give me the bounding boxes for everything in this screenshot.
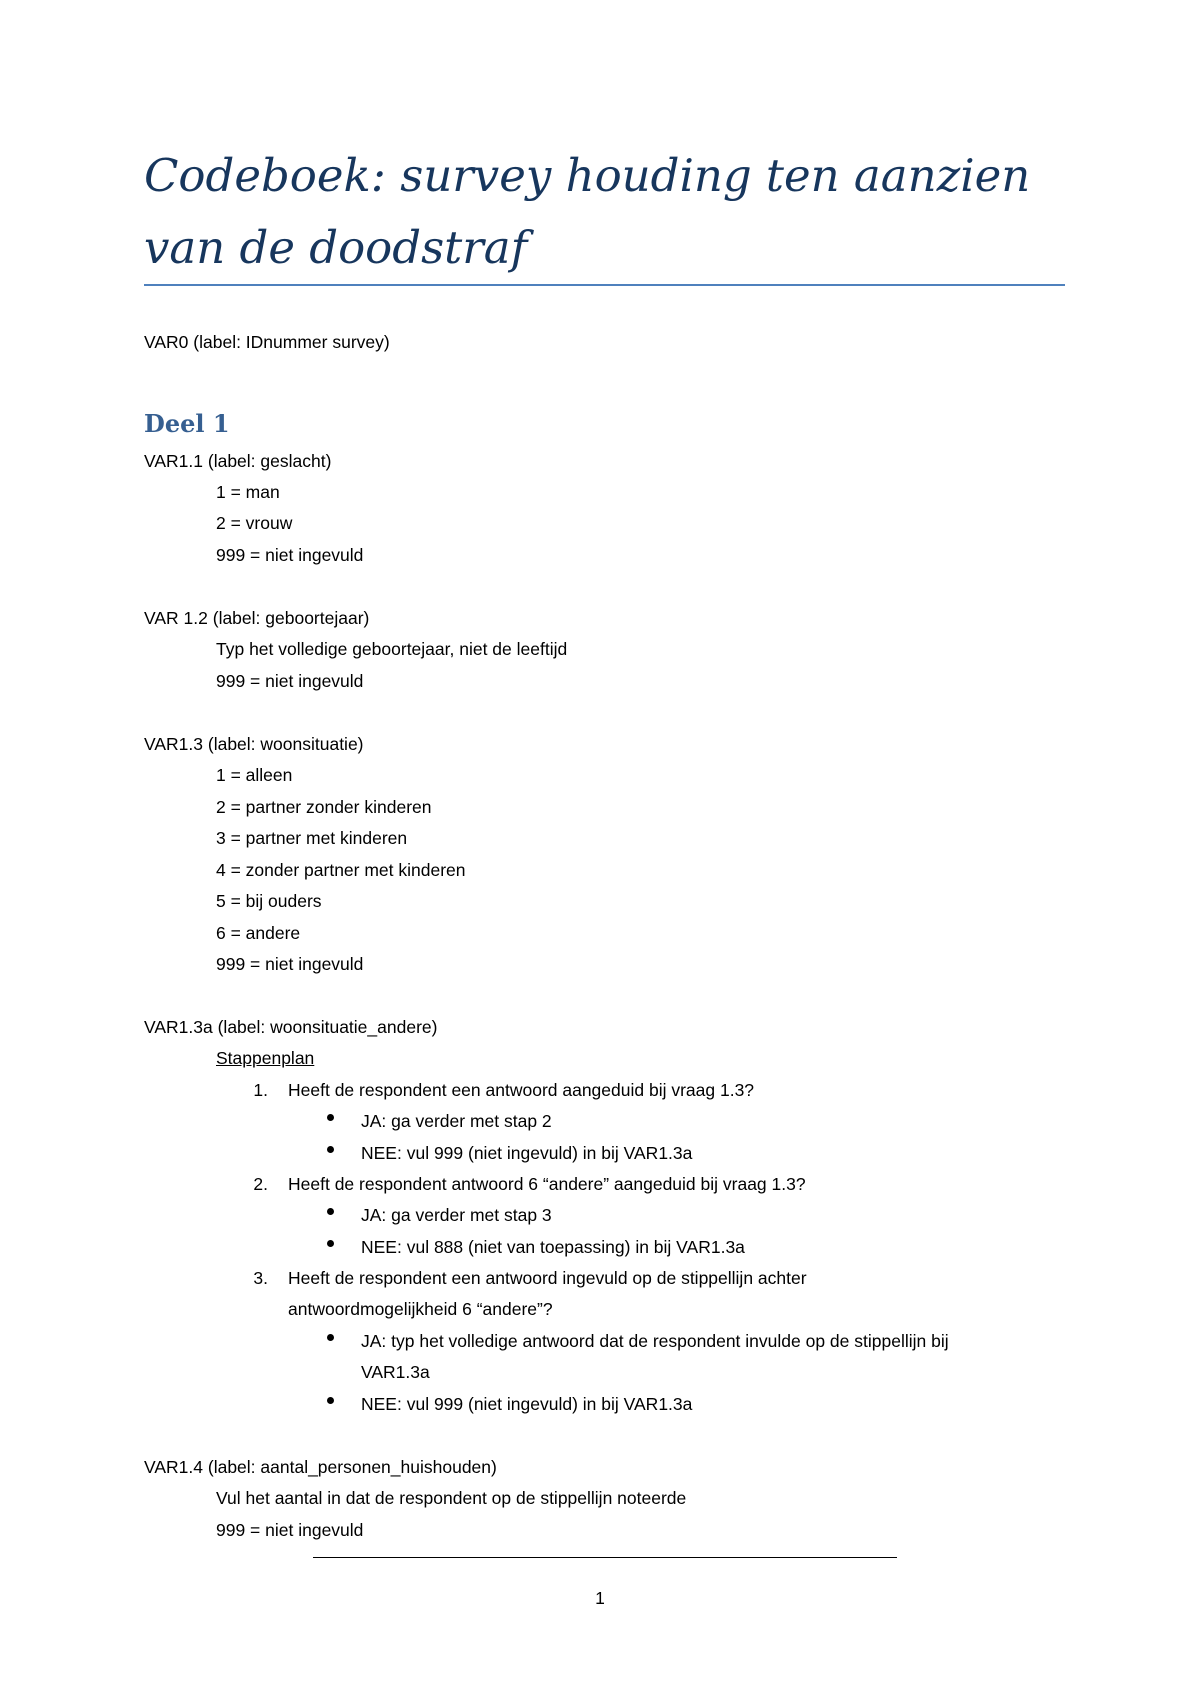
var1-3-header: VAR1.3 (label: woonsituatie): [144, 734, 364, 754]
bullet-text: NEE: vul 999 (niet ingevuld) in bij VAR1.3a: [361, 1394, 693, 1414]
var1-4-line: 999 = niet ingevuld: [216, 1520, 364, 1540]
bullet-dot: [327, 1334, 334, 1341]
var1-4-line: Vul het aantal in dat de respondent op de stippellijn noteerde: [216, 1488, 687, 1508]
bullet-dot: [327, 1208, 334, 1215]
var1-3-code: 3 = partner met kinderen: [216, 828, 408, 848]
var1-3-code: 2 = partner zonder kinderen: [216, 797, 432, 817]
step-text: antwoordmogelijkheid 6 “andere”?: [288, 1299, 553, 1319]
bullet-text: VAR1.3a: [361, 1362, 430, 1382]
stappenplan-heading: Stappenplan: [216, 1048, 315, 1068]
title-line-2: van de doodstraf: [144, 221, 528, 274]
bullet-dot: [327, 1240, 334, 1247]
bullet-text: JA: ga verder met stap 2: [361, 1111, 552, 1131]
bullet-text: NEE: vul 999 (niet ingevuld) in bij VAR1.3a: [361, 1143, 693, 1163]
bullet-dot: [327, 1114, 334, 1121]
var1-3-code: 1 = alleen: [216, 765, 293, 785]
var1-4-header: VAR1.4 (label: aantal_personen_huishouden): [144, 1457, 497, 1477]
document-title: [144, 140, 1064, 284]
footer-rule: [313, 1557, 897, 1558]
step-text: Heeft de respondent een antwoord ingevuld op de stippellijn achter: [288, 1268, 807, 1288]
var1-3-code: 4 = zonder partner met kinderen: [216, 860, 466, 880]
page-number: 1: [595, 1588, 605, 1608]
title-line-1: Codeboek: survey houding ten aanzien: [144, 149, 1031, 202]
section-heading: Deel 1: [144, 409, 230, 438]
var1-2-header: VAR 1.2 (label: geboortejaar): [144, 608, 370, 628]
bullet-text: JA: typ het volledige antwoord dat de respondent invulde op de stippellijn bij: [361, 1331, 949, 1351]
var1-3a-header: VAR1.3a (label: woonsituatie_andere): [144, 1017, 438, 1037]
step-number: 2.: [253, 1174, 268, 1194]
var1-3-code: 999 = niet ingevuld: [216, 954, 364, 974]
step-number: 1.: [253, 1080, 268, 1100]
var1-2-line: Typ het volledige geboortejaar, niet de leeftijd: [216, 639, 568, 659]
step-text: Heeft de respondent een antwoord aangeduid bij vraag 1.3?: [288, 1080, 755, 1100]
bullet-text: NEE: vul 888 (niet van toepassing) in bij VAR1.3a: [361, 1237, 745, 1257]
var1-3-code: 5 = bij ouders: [216, 891, 322, 911]
bullet-dot: [327, 1146, 334, 1153]
bullet-text: JA: ga verder met stap 3: [361, 1205, 552, 1225]
step-text: Heeft de respondent antwoord 6 “andere” aangeduid bij vraag 1.3?: [288, 1174, 806, 1194]
step-number: 3.: [253, 1268, 268, 1288]
var1-3-code: 6 = andere: [216, 923, 301, 943]
var1-1-code: 1 = man: [216, 482, 280, 502]
var1-1-code: 2 = vrouw: [216, 513, 293, 533]
var1-1-code: 999 = niet ingevuld: [216, 545, 364, 565]
var0-line: VAR0 (label: IDnummer survey): [144, 332, 390, 352]
bullet-dot: [327, 1397, 334, 1404]
var1-1-header: VAR1.1 (label: geslacht): [144, 451, 332, 471]
title-underline: [144, 284, 1065, 286]
var1-2-line: 999 = niet ingevuld: [216, 671, 364, 691]
